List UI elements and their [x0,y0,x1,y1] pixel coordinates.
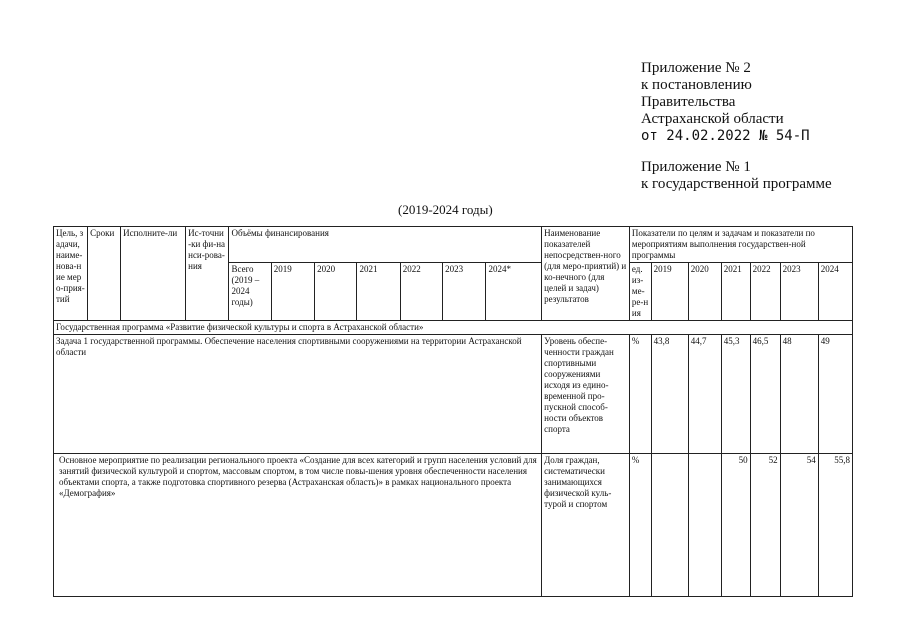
header-fund-year: 2022 [400,263,442,321]
main-activity-value-cell: 54 [780,454,818,597]
header-fund-year: 2023 [443,263,486,321]
header-indicator-name: Наименование показателей непосредствен-ного (для меро-приятий) и ко-нечного (для целей и задач) результатов [542,227,630,321]
program-table-wrapper [53,226,853,597]
header-fund-year: 2020 [315,263,357,321]
header-ind-year: 2023 [780,263,818,321]
header-fund-year: 2024* [486,263,542,321]
task-unit-cell: % [629,335,651,454]
main-activity-value-cell: 52 [750,454,780,597]
header-unit: ед. из-ме-ре-ния [629,263,651,321]
header-total: Всего (2019 – 2024 годы) [229,263,271,321]
main-activity-value-cell [651,454,688,597]
task-indicator-cell: Уровень обеспе-ченности граждан спортивными сооружениями исходя из едино-временной про-пускной способ-ности объектов спорта [542,335,630,454]
header-executors: Исполните-ли [121,227,186,321]
main-activity-unit-cell: % [629,454,651,597]
header-funding: Объёмы финансирования [229,227,542,263]
appendix-header [641,60,891,193]
header-ind-year: 2019 [651,263,688,321]
main-activity-row [54,454,853,597]
task-value-cell: 44,7 [688,335,721,454]
header-indicators: Показатели по целям и задачам и показатели по мероприятиям выполнения государствен-ной программы [629,227,852,263]
header-ind-year: 2022 [750,263,780,321]
main-activity-value-cell [688,454,721,597]
table-header-row-1 [54,227,853,263]
appendix2-line4: Астраханской области [641,111,784,127]
appendix2-line3: Правительства [641,94,736,110]
header-ind-year: 2020 [688,263,721,321]
task-value-cell: 49 [818,335,852,454]
years-caption: (2019-2024 годы) [398,202,493,217]
appendix2-date: от 24.02.2022 № 54-П [641,128,810,144]
program-row [54,321,853,335]
main-activity-value-cell: 50 [721,454,750,597]
appendix1-line2: к государственной программе [641,176,832,192]
header-terms: Сроки [88,227,121,321]
appendix2-line2: к постановлению [641,77,752,93]
program-title-cell: Государственная программа «Развитие физической культуры и спорта в Астраханской области» [54,321,853,335]
task-row [54,335,853,454]
task-text-cell: Задача 1 государственной программы. Обеспечение населения спортивными сооружениями на территории Астраханской области [54,335,542,454]
appendix1-title: Приложение № 1 [641,159,751,175]
task-value-cell: 46,5 [750,335,780,454]
task-value-cell: 48 [780,335,818,454]
main-activity-text-cell: Основное мероприятие по реализации регионального проекта «Создание для всех категорий и групп населения условий для занятий физической культурой и спортом, массовым спортом, в том числе повы-шения уровня обеспеченности населения объектами спорта, а также подготовка спортивного резерва (Астраханская область)» в рамках национального проекта «Демография» [54,454,542,597]
appendix2-title: Приложение № 2 [641,60,751,76]
task-value-cell: 43,8 [651,335,688,454]
header-sources: Ис-точни-ки фи-нанси-рова-ния [186,227,229,321]
main-activity-indicator-cell: Доля граждан, систематически занимающихся физической куль-турой и спортом [542,454,630,597]
header-fund-year: 2021 [357,263,400,321]
header-goal: Цель, задачи, наиме-нова-ние меро-прия-тий [54,227,88,321]
task-value-cell: 45,3 [721,335,750,454]
header-ind-year: 2024 [818,263,852,321]
program-table [53,226,853,597]
main-activity-value-cell: 55,8 [818,454,852,597]
header-ind-year: 2021 [721,263,750,321]
header-fund-year: 2019 [271,263,314,321]
